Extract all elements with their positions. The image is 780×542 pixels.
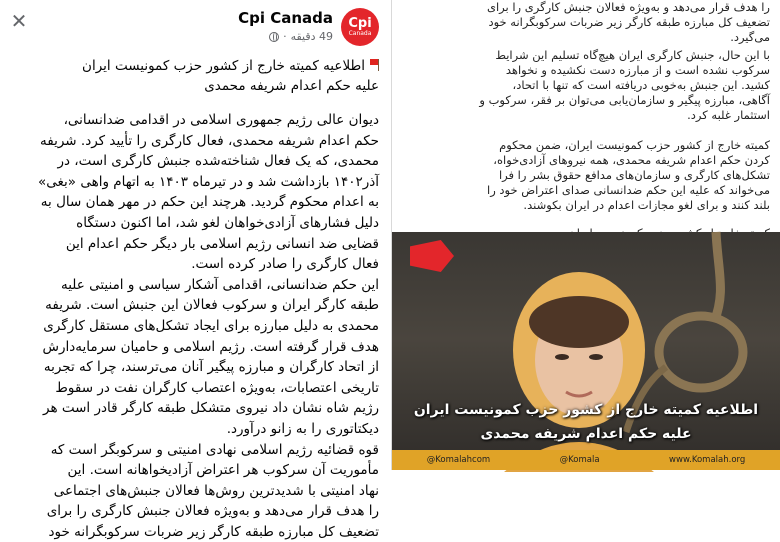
poster-banner-line-1: اطلاعیه کمیته خارج از کشور حزب کمونیست ایران [392, 398, 780, 422]
text-line: کمیته خارج از کشور حزب کمونیست ایران، ضمن محکوم [406, 138, 770, 153]
text-line: محمدی، که یک فعال شناخته‌شده جنبش کارگری است، در [14, 151, 379, 172]
poster-footer-handle-1: @Komalahcom [427, 455, 490, 465]
post-header [0, 0, 391, 50]
text-line: به اعدام محکوم گردید. هرچند این حکم در مهر همان سال به [14, 192, 379, 213]
poster-footer-handle-2: @Komala [560, 455, 600, 465]
red-flag-icon [369, 59, 379, 71]
text-line: را هدف قرار می‌دهد و به‌ویژه فعالان جنبش کارگری را برای [14, 501, 379, 522]
text-line: نهاد امنیتی با شدیدترین روش‌ها فعالان جنبش‌های اجتماعی [14, 481, 379, 502]
statement-paragraph-2 [406, 48, 770, 124]
avatar-logo-sub: Canada [349, 30, 372, 37]
post-meta [269, 30, 333, 43]
text-line: آگاهی، مبارزه پیگیر و سازمان‌یابی می‌توان بر فقر، سرکوب و [406, 93, 770, 108]
post-paragraph-2 [14, 275, 379, 440]
page-name-link[interactable]: Cpi Canada [238, 9, 333, 27]
text-line: کردن حکم اعدام شریفه محمدی، همه نیروهای آزادی‌خواه، [406, 153, 770, 168]
text-line: تضعیف کل مبارزه طبقه کارگر زیر ضربات سرکوبگرانه خود [406, 15, 770, 30]
text-line: می‌گیرد. [406, 30, 770, 45]
poster-banner-line-2: علیه حکم اعدام شریفه محمدی [392, 422, 780, 446]
text-line: دیوان عالی رژیم جمهوری اسلامی در اقدامی ضدانسانی، [14, 110, 379, 131]
globe-icon [269, 32, 279, 42]
text-line: کشید. این جنبش به‌خوبی دریافته است که تنها با اتحاد، [406, 78, 770, 93]
text-line: هدف قرار گرفته است. رژیم اسلامی و حامیان سرمایه‌دارش [14, 337, 379, 358]
text-line: رژیم شاه نشان داد نیروی متشکل طبقه کارگر قادر است هر [14, 398, 379, 419]
text-line: قضایی ضد انسانی رژیم اسلامی بار دیگر حکم اعدام این [14, 234, 379, 255]
post-body [0, 56, 391, 542]
text-line: دیکتاتوری را به زانو درآورد. [14, 419, 379, 440]
text-line: می‌خواند که علیه این حکم ضدانسانی صدای اعتراض خود را [406, 183, 770, 198]
text-line: تشکل‌های کارگری و سازمان‌های مدافع حقوق بشر را فرا [406, 168, 770, 183]
poster-banner [392, 398, 780, 450]
post-paragraph-1 [14, 110, 379, 275]
text-line: را هدف قرار می‌دهد و به‌ویژه فعالان جنبش کارگری را برای [406, 0, 770, 15]
page-avatar[interactable] [341, 8, 379, 46]
statement-poster-image [392, 232, 780, 470]
poster-footer [392, 450, 780, 470]
text-line: سرکوب نشده است و از مبارزه دست نکشیده و نخواهد [406, 63, 770, 78]
post-time[interactable]: 49 دقیقه [291, 30, 333, 43]
text-line: دلیل فشارهای آزادی‌خواهان لغو شد، اما اکنون دستگاه [14, 213, 379, 234]
avatar-logo-text: Cpi [348, 17, 371, 30]
text-line: مأموریت آن سرکوب هر اعتراض آزادیخواهانه است. این [14, 460, 379, 481]
text-line: طبقه کارگر ایران و سرکوب فعالان این جنبش است. شریفه [14, 295, 379, 316]
text-line: تاریخی اعتصابات، به‌ویژه اعتصاب کارگران نفت در سقوط [14, 378, 379, 399]
statement-paragraph-3 [406, 138, 770, 214]
text-line: فعال کارگری را صادر کرده است. [14, 254, 379, 275]
text-line: این حکم ضدانسانی، اقدامی آشکار سیاسی و امنیتی علیه [14, 275, 379, 296]
post-paragraph-3 [14, 440, 379, 542]
post-title-line-2: علیه حکم اعدام شریفه محمدی [14, 76, 379, 96]
dot-separator: · [283, 30, 287, 43]
text-line: قوه قضائیه رژیم اسلامی نهادی امنیتی و سرکوبگر است که [14, 440, 379, 461]
facebook-post-panel [0, 0, 392, 470]
poster-footer-website: www.Komalah.org [669, 455, 745, 465]
text-line: بلند کنند و برای لغو مجازات اعدام در ایران بکوشند. [406, 198, 770, 213]
text-line: با این حال، جنبش کارگری ایران هیچ‌گاه تسلیم این شرایط [406, 48, 770, 63]
post-title-line-1 [14, 56, 379, 76]
close-icon[interactable]: ✕ [8, 10, 30, 32]
statement-paragraph-1 [406, 0, 770, 46]
text-line: حکم اعدام شریفه محمدی، فعال کارگری را تأیید کرد. شریفه [14, 131, 379, 152]
text-line: تضعیف کل مبارزه طبقه کارگر زیر ضربات سرکوبگرانه خود [14, 522, 379, 542]
post-title-line-1-text: اطلاعیه کمیته خارج از کشور حزب کمونیست ایران [82, 58, 365, 74]
text-line: محمدی به دلیل مبارزه برای ایجاد تشکل‌های مستقل کارگری [14, 316, 379, 337]
statement-text [392, 0, 780, 265]
text-line: آذر۱۴۰۲ بازداشت شد و در تیرماه ۱۴۰۳ به اتهام واهی «بغی» [14, 172, 379, 193]
komala-logo-icon [410, 240, 454, 272]
post-title [14, 56, 379, 96]
statement-continuation-panel [392, 0, 780, 470]
text-line: استثمار غلبه کرد. [406, 108, 770, 123]
text-line: از اتحاد کارگران و مبارزه پیگیر آنان می‌ترسند، چرا که تجربه [14, 357, 379, 378]
